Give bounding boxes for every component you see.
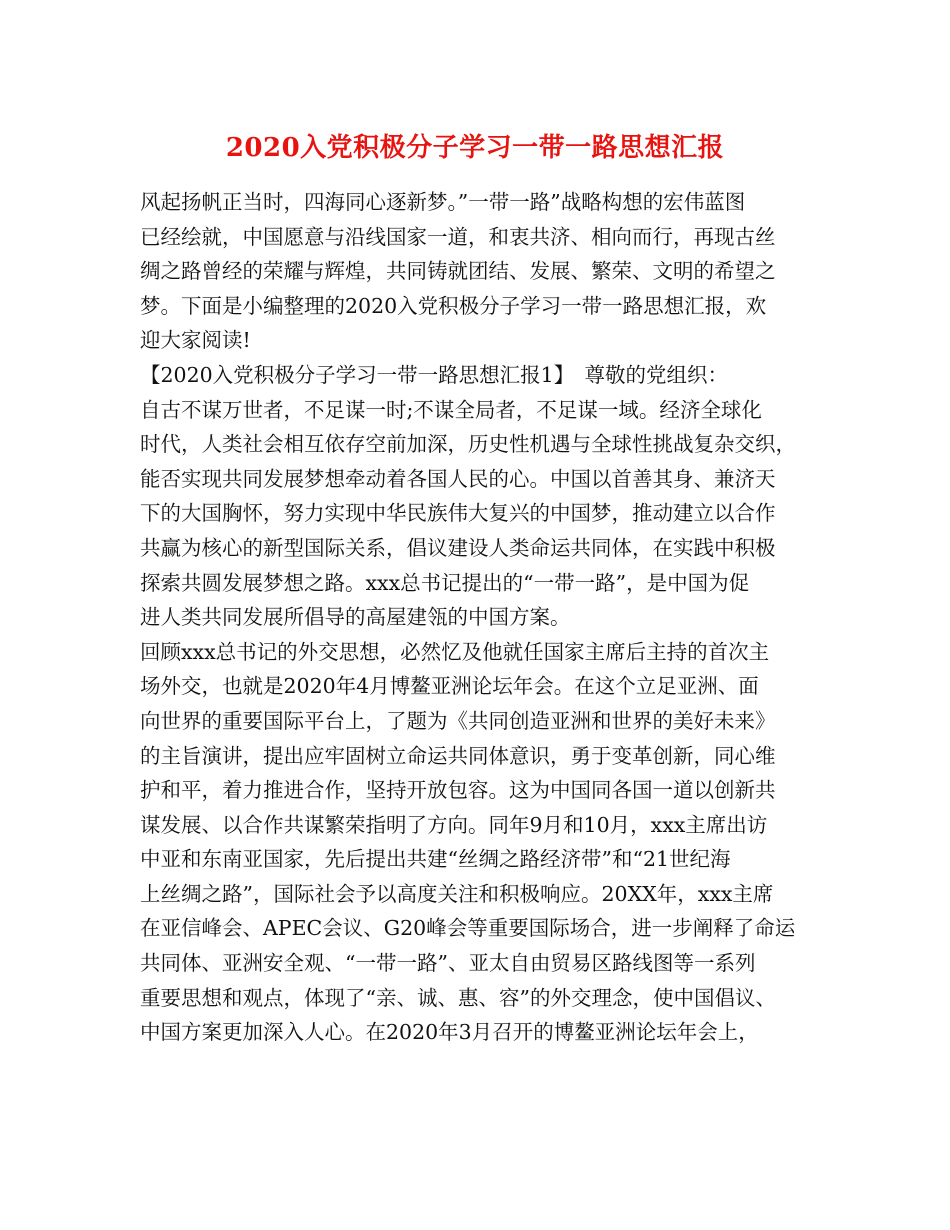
text-line: 的主旨演讲，提出应牢固树立命运共同体意识，勇于变革创新，同心维 — [140, 743, 776, 768]
text-line: 共同体、亚洲安全观、“一带一路”、亚太自由贸易区路线图等一系列 — [140, 951, 756, 976]
text-line: 绸之路曾经的荣耀与辉煌，共同铸就团结、发展、繁荣、文明的希望之 — [140, 259, 776, 284]
document-title: 2020入党积极分子学习一带一路思想汇报 — [225, 133, 725, 163]
text-line: 回顾xxx总书记的外交思想，必然忆及他就任国家主席后主持的首次主 — [140, 639, 770, 664]
text-line: 上丝绸之路”，国际社会予以高度关注和积极响应。20XX年，xxx主席 — [140, 881, 774, 906]
text-line: 护和平，着力推进合作，坚持开放包容。这为中国同各国一道以创新共 — [140, 778, 776, 803]
text-line: 中亚和东南亚国家，先后提出共建“丝绸之路经济带”和“21世纪海 — [140, 847, 731, 872]
text-line: 向世界的重要国际平台上，了题为《共同创造亚洲和世界的美好未来》 — [140, 708, 776, 733]
text-line: 重要思想和观点，体现了“亲、诚、惠、容”的外交理念，使中国倡议、 — [140, 985, 776, 1010]
text-line: 下的大国胸怀，努力实现中华民族伟大复兴的中国梦，推动建立以合作 — [140, 501, 776, 526]
text-line: 中国方案更加深入人心。在2020年3月召开的博鳌亚洲论坛年会上， — [140, 1020, 759, 1045]
text-line: 进人类共同发展所倡导的高屋建瓴的中国方案。 — [140, 605, 571, 630]
text-line: 谋发展、以合作共谋繁荣指明了方向。同年9月和10月，xxx主席出访 — [140, 812, 768, 837]
document-body — [140, 185, 820, 1050]
text-line: 在亚信峰会、APEC会议、G20峰会等重要国际场合，进一步阐释了命运 — [140, 916, 796, 941]
text-line: 时代，人类社会相互依存空前加深，历史性机遇与全球性挑战复杂交织， — [140, 432, 796, 457]
text-line: 共赢为核心的新型国际关系，倡议建设人类命运共同体，在实践中积极 — [140, 535, 776, 560]
text-line: 能否实现共同发展梦想牵动着各国人民的心。中国以首善其身、兼济天 — [140, 466, 776, 491]
text-line: 探索共圆发展梦想之路。xxx总书记提出的“一带一路”，是中国为促 — [140, 570, 750, 595]
text-line: 风起扬帆正当时，四海同心逐新梦。”一带一路”战略构想的宏伟蓝图 — [140, 190, 746, 214]
text-line: 已经绘就，中国愿意与沿线国家一道，和衷共济、相向而行，再现古丝 — [140, 224, 776, 249]
section-heading-line: 【2020入党积极分子学习一带一路思想汇报1】 尊敬的党组织： — [140, 362, 728, 387]
text-line: 自古不谋万世者，不足谋一时;不谋全局者，不足谋一域。经济全球化 — [140, 397, 762, 422]
text-line: 梦。下面是小编整理的2020入党积极分子学习一带一路思想汇报，欢 — [140, 293, 767, 318]
text-line: 迎大家阅读! — [140, 328, 251, 353]
text-line: 场外交，也就是2020年4月博鳌亚洲论坛年会。在这个立足亚洲、面 — [140, 674, 759, 699]
